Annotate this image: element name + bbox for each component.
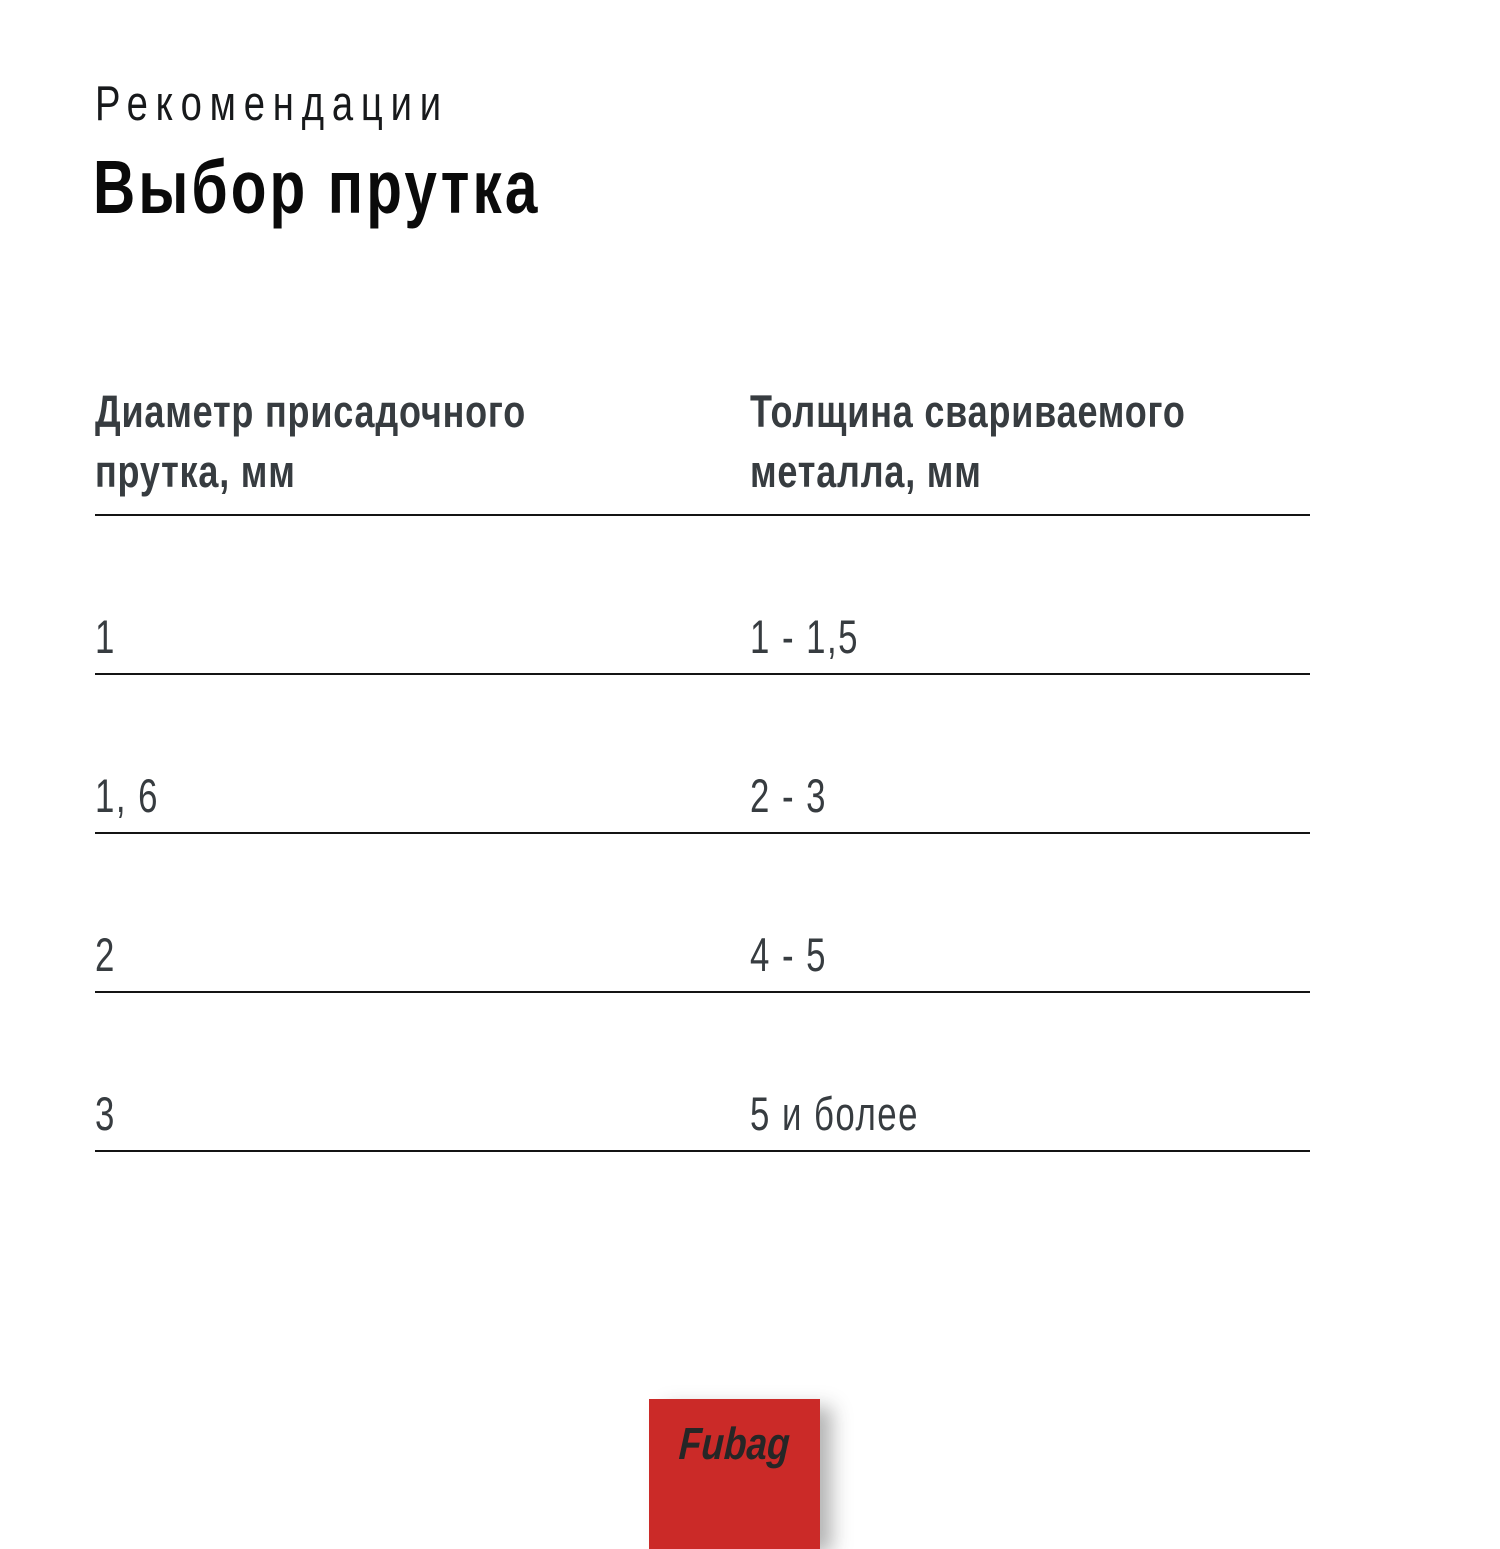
cell-metal-thickness: 5 и более bbox=[750, 1087, 919, 1140]
table-header-row bbox=[95, 382, 1310, 516]
table-row bbox=[95, 834, 1310, 993]
column-header-metal-thickness-text: Толщина свариваемого металла, мм bbox=[750, 386, 1186, 497]
cell-metal-thickness: 2 - 3 bbox=[750, 769, 827, 822]
rod-selection-table bbox=[95, 382, 1310, 1152]
cell-metal-thickness: 4 - 5 bbox=[750, 928, 827, 981]
cell-rod-diameter: 2 bbox=[95, 928, 116, 981]
table-row bbox=[95, 675, 1310, 834]
table-row bbox=[95, 993, 1310, 1152]
fubag-logo bbox=[649, 1399, 820, 1549]
cell-rod-diameter: 3 bbox=[95, 1087, 116, 1140]
section-label bbox=[95, 78, 549, 132]
table-row bbox=[95, 516, 1310, 675]
cell-metal-thickness: 1 - 1,5 bbox=[750, 610, 859, 663]
column-header-metal-thickness bbox=[750, 382, 1330, 502]
fubag-logo-text: Fubag bbox=[677, 1418, 792, 1469]
column-header-rod-diameter bbox=[95, 382, 750, 502]
cell-rod-diameter: 1 bbox=[95, 610, 116, 663]
column-header-rod-diameter-text: Диаметр присадочного прутка, мм bbox=[95, 386, 527, 497]
cell-rod-diameter: 1, 6 bbox=[95, 769, 159, 822]
section-label-text: Рекомендации bbox=[95, 77, 449, 131]
page-title-text: Выбор прутка bbox=[93, 145, 541, 229]
page-title bbox=[93, 146, 667, 229]
